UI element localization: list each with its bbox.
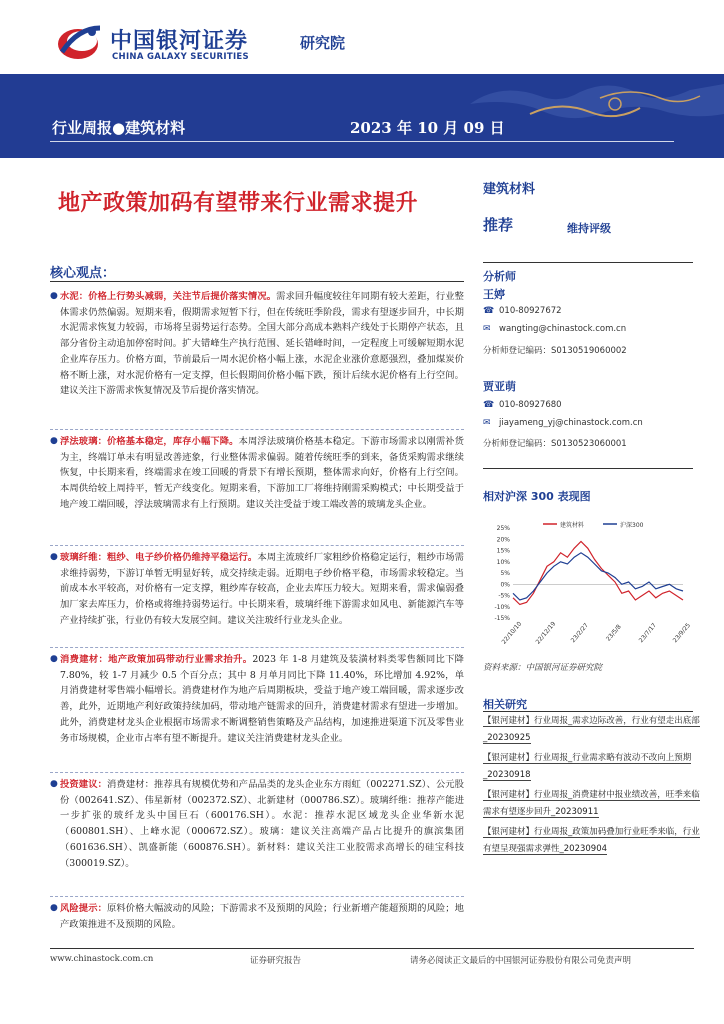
y-tick-label: -10% — [494, 603, 510, 611]
relative-performance-chart — [483, 518, 693, 658]
galaxy-logo-icon — [56, 22, 102, 62]
bullet-icon: ● — [50, 654, 58, 664]
bullet-icon: ● — [50, 436, 58, 446]
footer-website[interactable]: www.chinastock.com.cn — [50, 954, 154, 964]
y-tick-label: 10% — [496, 558, 510, 566]
analyst-email[interactable]: ✉ jiayameng_yj@chinastock.com.cn — [483, 418, 643, 428]
x-tick-label: 23/2/27 — [569, 621, 590, 645]
analyst-name: 王婷 — [483, 288, 505, 301]
chart-source: 资料来源：中国银河证券研究院 — [483, 663, 603, 673]
core-paragraph — [60, 777, 464, 871]
sidebar-divider — [483, 262, 693, 263]
chart-heading: 相对沪深 300 表现图 — [483, 490, 591, 503]
logo-english-name: CHINA GALAXY SECURITIES — [112, 52, 249, 62]
bullet-icon: ● — [50, 903, 58, 913]
paragraph-line: 本周主流玻纤厂家粗纱价格 — [257, 552, 371, 563]
paragraph-line: 原料价格大幅波动的风险；下游需求不及预期的风险；行业新增 — [106, 903, 371, 914]
paragraph-line: 凯盛新能（600876.SH）。新材料：建议关注工业胶需求高增长的硅宝科技 — [138, 841, 464, 853]
rating-label: 推荐 — [483, 216, 514, 234]
industry-name: 建筑材料 — [483, 182, 536, 197]
core-divider — [50, 281, 464, 282]
paragraph-line: 弱势运行态势。全国大部分高成本熟料产线处于长期停产状态，且部分省份主 — [60, 322, 464, 350]
email-icon: ✉ — [483, 324, 491, 334]
paragraph-separator — [50, 896, 464, 897]
paragraph-line: 材龙头企业。 — [292, 732, 349, 744]
paragraph-line: 及节后提价落实情况。 — [171, 385, 265, 397]
bullet-icon: ● — [50, 779, 58, 789]
paragraph-line: 本周浮法玻璃价格基本稳定。下 — [238, 436, 371, 447]
core-paragraph — [60, 434, 464, 513]
paragraph-separator — [50, 429, 464, 430]
core-views-heading: 核心观点： — [50, 266, 116, 281]
analyst-heading: 分析师 — [483, 270, 516, 283]
x-tick-label: 23/7/17 — [637, 621, 658, 645]
paragraph-line: 进渠道下沉及零售业务市场规模，企业市占率有望不断提升。建议关注消费建 — [60, 716, 464, 744]
phone-icon: ☎ — [483, 306, 495, 316]
paragraph-line: 利好政策持续加码，带动地产链需求的回升，消费建材需求有望进一步增加。 — [144, 701, 464, 713]
paragraph-line: 竣工回暖的背景下有增长预期，整体需求向好，价格有上行空间。本周供给 — [60, 467, 464, 495]
paragraph-line: 间价格小幅下跌，预计后续水泥价格有上行空间。建议关注下游需求恢复情况 — [60, 369, 464, 397]
paragraph-line: 产能超预期的风险；地产政策推进不及预期的风险。 — [60, 903, 464, 930]
bullet-icon: ● — [50, 552, 58, 562]
related-report-link[interactable]: 【银河建材】行业周报_行业需求略有波动不改向上预期_20230918 — [483, 753, 692, 780]
institute-label: 研究院 — [300, 34, 346, 52]
paragraph-line: 动追加停窑时间。扩大错峰生产执行范围、延长错峰时间，一定程度上可缓解 — [106, 338, 427, 350]
paragraph-line: 此外，消费建材龙头企业根据市场需求不断调整销售策略及产品结构，加速推 — [60, 716, 380, 728]
paragraph-line: 撑，粗纱库存较高，企业去库压力较大。短期来看，需求偏弱叠加厂家去库压 — [60, 583, 464, 611]
paragraph-lead: 风险提示： — [60, 903, 107, 914]
paragraph-line: 端改善的玻璃龙头企业。 — [329, 498, 432, 510]
paragraph-line: 在传统旺季阶段，需求有望逐步回升，中长期水泥需求恢复力较弱，市场将呈 — [60, 306, 464, 334]
paragraph-line: 需求回升幅度较往年 — [276, 291, 361, 302]
paragraph-line: 汽车等产业持续扩张，行业仍有较大发展空间。建议关注玻纤行业龙头企业。 — [60, 599, 464, 626]
core-paragraph — [60, 901, 464, 932]
analyst-phone: ☎ 010-80927672 — [483, 306, 562, 316]
analyst-phone: ☎ 010-80927680 — [483, 400, 562, 410]
related-heading: 相关研究 — [483, 698, 527, 711]
cloud-pattern-icon — [0, 74, 724, 158]
paragraph-line: 业涨价意愿强烈，叠加煤炭价格不断上涨，对水泥价格有一定支撑，但长假期 — [60, 353, 464, 381]
y-tick-label: -5% — [498, 592, 510, 600]
x-tick-label: 23/5/8 — [604, 623, 623, 643]
paragraph-line: 力，价格或将维持弱势运行。中长期来看，玻璃纤维下游需求如风电、新能源 — [116, 599, 436, 611]
email-icon: ✉ — [483, 418, 491, 428]
paragraph-line: 料类零售额同比下降 7.80%，较 1-7 月减少 0.5 个百分点；其中 8 月单月同 — [60, 654, 464, 681]
series-line — [513, 553, 683, 600]
paragraph-separator — [50, 647, 464, 648]
rating-note: 维持评级 — [567, 222, 611, 235]
paragraph-line: 为地产后周期板块，受益于地产竣工端回暖，需求逐步改善，此外，近期地产 — [60, 685, 464, 713]
paragraph-line: 比下降 11.40%，环比增加 4.92%，单月消费建材零售端小幅增长。消费建材作 — [60, 669, 464, 697]
paragraph-separator — [50, 772, 464, 773]
analyst-cert: 分析师登记编码：S0130523060001 — [483, 439, 627, 449]
y-tick-label: 15% — [496, 547, 510, 555]
analyst-name: 贾亚萌 — [483, 380, 516, 393]
header-logo — [56, 18, 716, 68]
paragraph-line: 水泥（000672.SZ）。玻璃：建议关注高端产品占比提升的旗滨集团（601636.SH）、 — [60, 826, 465, 853]
related-report-link[interactable]: 【银河建材】行业周报_需求边际改善，行业有望走出底部_20230925 — [483, 716, 700, 743]
header-banner — [0, 74, 724, 158]
paragraph-line: 长期受益于地产竣工端回暖，浮法玻璃需求有上行预期。建议关注受益于竣工 — [60, 483, 464, 510]
core-paragraph — [60, 289, 464, 399]
paragraph-line: 近期电子纱价格平稳，市场需求较稳定。当前成本水平较高，对价格有一定支 — [60, 567, 464, 595]
bullet-icon: ● — [50, 291, 58, 301]
logo-chinese-name: 中国银河证券 — [110, 29, 249, 54]
paragraph-line: 较上周持平，暂无产线变化。短期来看，下游加工厂将维持刚需采购模式；中 — [97, 483, 418, 495]
paragraph-line: （300019.SZ）。 — [60, 857, 135, 869]
related-report-link[interactable]: 【银河建材】行业周报_政策加码叠加行业旺季来临，行业有望呈现强需求弹性_20230904 — [483, 827, 700, 854]
paragraph-line: 虹（002271.SZ）、公元股份（002641.SZ）、伟星新材（002372.SZ）、北新建 — [60, 779, 464, 806]
x-tick-label: 23/9/25 — [671, 621, 692, 645]
paragraph-line: 消费建材：推荐具有规模优势和产品品类的龙头企业东方雨 — [107, 779, 352, 790]
paragraph-lead: 浮法玻璃：价格基本稳定，库存小幅下降。 — [60, 436, 239, 447]
core-paragraph — [60, 652, 464, 746]
paragraph-line: （600176.SH）。水泥：推荐水泥区域龙头企业华新水泥（600801.SH）、上峰 — [60, 810, 464, 838]
analyst-cert: 分析师登记编码：S0130519060002 — [483, 346, 627, 356]
paragraph-line: 游市场需求以刚需补货为主，终端订单未有明显改善迹象，行业整体需求偏 — [60, 436, 464, 463]
y-tick-label: -15% — [494, 615, 510, 622]
y-tick-label: 25% — [496, 525, 510, 532]
sidebar-divider — [483, 468, 693, 469]
report-date: 2023 年 10 月 09 日 — [350, 119, 505, 137]
report-type: 行业周报●建筑材料 — [52, 119, 186, 137]
related-report-link[interactable]: 【银河建材】行业周报_消费建材中报业绩改善，旺季来临需求有望逐步回升_20230911 — [483, 790, 700, 817]
report-title: 地产政策加码有望带来行业需求提升 — [58, 191, 419, 216]
paragraph-line: 稳定运行，粗纱市场需求维持弱势，下游订单暂无明显好转，成交持续走弱。 — [60, 552, 464, 579]
paragraph-lead: 玻璃纤维：粗纱、电子纱价格仍维持平稳运行。 — [60, 552, 258, 563]
paragraph-line: 2023 年 1-8 月建筑及装潢材 — [252, 654, 378, 665]
legend-label: 沪深300 — [620, 522, 644, 529]
paragraph-separator — [50, 545, 464, 546]
paragraph-line: 材（000786.SZ）。玻璃纤维：推荐产能进一步扩张的玻纤龙头中国巨石 — [60, 794, 464, 822]
x-tick-label: 22/10/10 — [500, 620, 524, 646]
legend-label: 建筑材料 — [560, 522, 585, 529]
paragraph-line: 短期水泥企业库存压力。价格方面，节前最后一周水泥价格小幅上涨，水泥企 — [60, 338, 464, 365]
core-paragraph — [60, 550, 464, 629]
paragraph-lead: 投资建议： — [60, 779, 108, 790]
paragraph-line: 同期有较大差距，行业整体需求仍然偏弱。短期来看，假期需求短暂下行，但 — [60, 291, 464, 318]
banner-divider — [50, 141, 674, 142]
sidebar-divider — [483, 711, 693, 712]
phone-icon: ☎ — [483, 400, 495, 410]
y-tick-label: 20% — [496, 536, 510, 544]
x-tick-label: 22/12/19 — [534, 620, 558, 646]
paragraph-line: 弱。随着传统旺季的到来，备货采购需求继续恢复，中长期来看，终端需求在 — [60, 451, 464, 479]
paragraph-lead: 水泥：价格上行势头减弱，关注节后提价落实情况。 — [60, 291, 277, 302]
y-tick-label: 5% — [500, 570, 510, 577]
series-line — [513, 542, 683, 605]
paragraph-lead: 消费建材：地产政策加码带动行业需求抬升。 — [60, 654, 253, 665]
y-tick-label: 0% — [500, 581, 510, 589]
analyst-email[interactable]: ✉ wangting@chinastock.com.cn — [483, 324, 627, 334]
footer-divider — [50, 948, 694, 949]
footer-disclaimer: 请务必阅读正文最后的中国银河证券股份有限公司免责声明 — [410, 956, 632, 966]
footer-label: 证券研究报告 — [250, 956, 302, 966]
